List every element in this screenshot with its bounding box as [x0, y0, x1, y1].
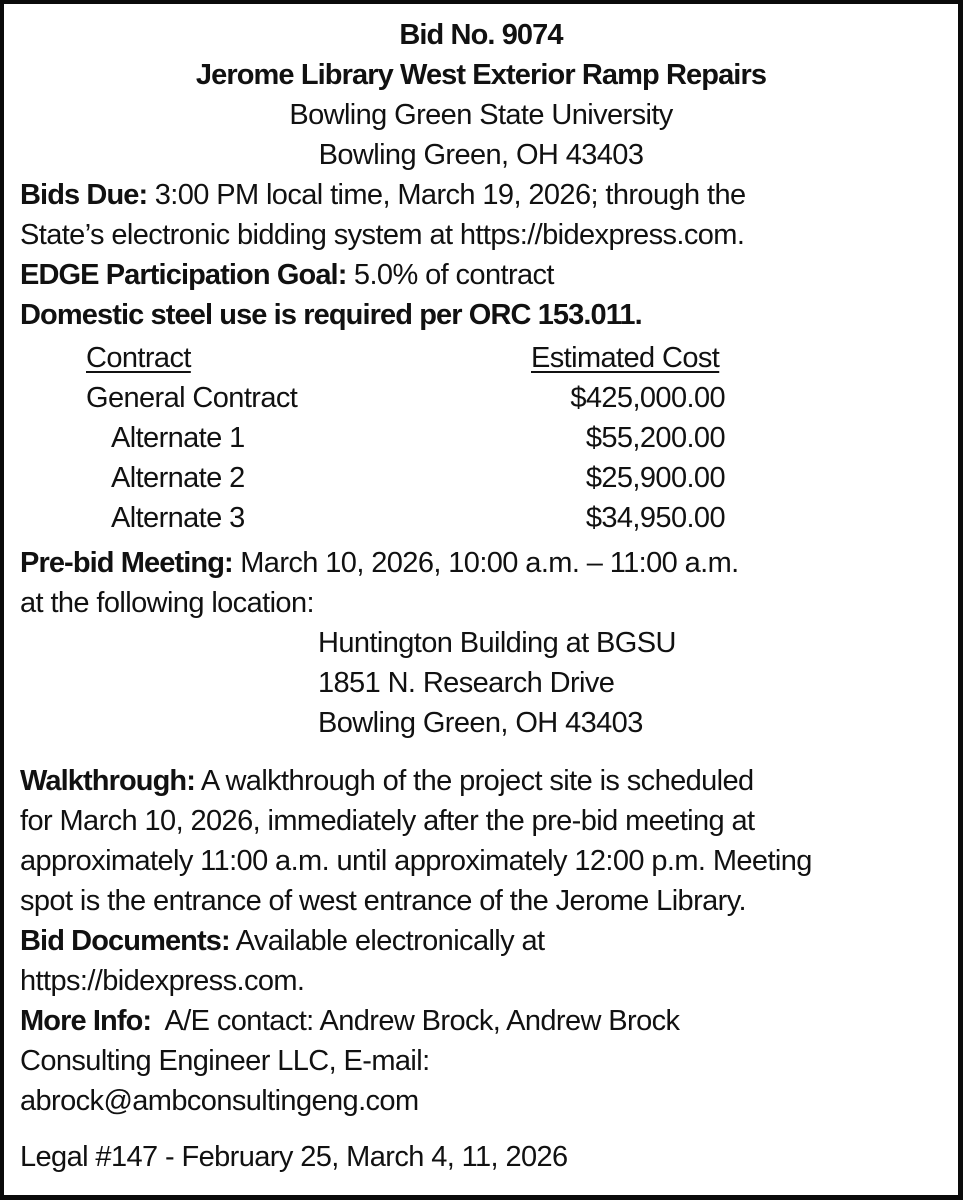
contract-cost: $25,900.00 — [585, 462, 725, 494]
prebid-address-line: 1851 N. Research Drive — [318, 667, 615, 699]
more-info-label: More Info: — [20, 1005, 152, 1037]
contact-email[interactable]: abrock@ambconsultingeng.com — [20, 1085, 419, 1117]
contract-name: Alternate 1 — [111, 422, 245, 454]
bids-due-line1: 3:00 PM local time, March 19, 2026; through the — [147, 179, 746, 211]
project-title: Jerome Library West Exterior Ramp Repairs — [195, 59, 767, 91]
prebid-address-line: Huntington Building at BGSU — [318, 627, 676, 659]
contract-name: Alternate 3 — [111, 502, 245, 534]
bid-documents — [20, 921, 545, 961]
contract-cost: $55,200.00 — [585, 422, 725, 454]
contract-cost: $34,950.00 — [585, 502, 725, 534]
prebid-address-line: Bowling Green, OH 43403 — [318, 707, 643, 739]
edge-goal — [20, 255, 554, 295]
legal-footer: Legal #147 - February 25, March 4, 11, 2026 — [20, 1141, 568, 1173]
steel-notice: Domestic steel use is required per ORC 153.011. — [20, 299, 642, 331]
bid-documents-label: Bid Documents: — [20, 925, 230, 957]
prebid-line2: at the following location: — [20, 587, 314, 619]
bids-due-line2: State’s electronic bidding system at https://bidexpress.com. — [20, 219, 745, 251]
header-contract: Contract — [86, 342, 191, 374]
edge-value: 5.0% of contract — [346, 259, 554, 291]
edge-label: EDGE Participation Goal: — [20, 259, 347, 291]
contract-name: General Contract — [86, 382, 298, 414]
walkthrough — [20, 761, 754, 801]
bids-due — [20, 175, 746, 215]
walkthrough-line2: for March 10, 2026, immediately after the pre-bid meeting at — [20, 805, 755, 837]
bid-number: Bid No. 9074 — [399, 19, 563, 51]
walkthrough-label: Walkthrough: — [20, 765, 195, 797]
contract-name: Alternate 2 — [111, 462, 245, 494]
walkthrough-line4: spot is the entrance of west entrance of the Jerome Library. — [20, 885, 746, 917]
bid-documents-link[interactable]: https://bidexpress.com. — [20, 965, 305, 997]
walkthrough-line1: A walkthrough of the project site is scheduled — [194, 765, 754, 797]
more-info — [20, 1001, 679, 1041]
more-info-line2: Consulting Engineer LLC, E-mail: — [20, 1045, 430, 1077]
institution: Bowling Green State University — [289, 99, 673, 131]
bids-due-label: Bids Due: — [20, 179, 148, 211]
bid-documents-line1: Available electronically at — [229, 925, 545, 957]
city: Bowling Green, OH 43403 — [318, 139, 644, 171]
walkthrough-line3: approximately 11:00 a.m. until approximately 12:00 p.m. Meeting — [20, 845, 812, 877]
contract-cost: $425,000.00 — [570, 382, 725, 414]
more-info-line1: A/E contact: Andrew Brock, Andrew Brock — [151, 1005, 680, 1037]
prebid-line1: March 10, 2026, 10:00 a.m. – 11:00 a.m. — [232, 547, 739, 579]
prebid-meeting — [20, 543, 739, 583]
header-estimated-cost: Estimated Cost — [531, 342, 720, 374]
prebid-label: Pre-bid Meeting: — [20, 547, 233, 579]
